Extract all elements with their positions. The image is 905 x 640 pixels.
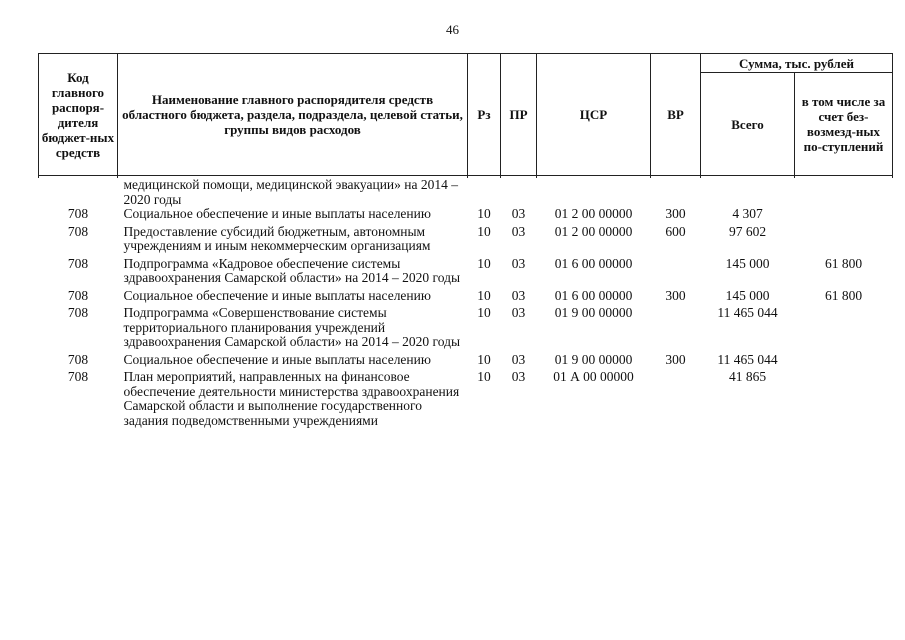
row-free (795, 303, 893, 350)
table-row (39, 254, 893, 286)
row-total: 41 865 (728, 369, 767, 384)
row-name: Социальное обеспечение и иные выплаты населению (123, 351, 431, 367)
row-pr: 03 (511, 351, 526, 367)
row-vr: 300 (665, 351, 686, 367)
row-pr: 03 (511, 255, 526, 271)
row-code: 708 (67, 206, 89, 221)
row-code: 708 (67, 305, 89, 320)
header-sum-group: Сумма, тыс. рублей (701, 54, 893, 73)
row-rz: 10 (477, 223, 491, 239)
row-rz: 10 (477, 255, 491, 271)
row-vr: 300 (665, 287, 686, 303)
row-pr: 03 (511, 305, 526, 320)
row-csr: 01 9 00 00000 (554, 351, 633, 367)
row-pr: 03 (511, 287, 526, 303)
row-vr: 300 (665, 206, 686, 221)
row-csr: 01 6 00 00000 (554, 255, 633, 271)
row-code: 708 (67, 287, 89, 303)
table-row (39, 286, 893, 304)
row-name: Социальное обеспечение и иные выплаты населению (123, 287, 431, 303)
row-csr: 01 9 00 00000 (554, 305, 633, 320)
budget-table (38, 53, 893, 428)
header-code: Код главного распоря-дителя бюджет-ных средств (39, 54, 118, 176)
row-csr: 01 2 00 00000 (554, 223, 633, 239)
table-row (39, 222, 893, 254)
header-name: Наименование главного распорядителя средств областного бюджета, раздела, подраздела, целевой статьи, группы видов расходов (118, 54, 468, 176)
row-pr: 03 (511, 206, 526, 221)
row-free (795, 178, 893, 207)
header-free-receipts: в том числе за счет без-возмезд-ных по-ступлений (795, 73, 893, 176)
row-rz: 10 (477, 305, 491, 320)
header-rz: Рз (468, 54, 501, 176)
row-code: 708 (67, 351, 89, 367)
row-free: 61 800 (824, 287, 863, 303)
table-row (39, 303, 893, 350)
row-total: 11 465 044 (717, 351, 778, 367)
row-total: 4 307 (732, 206, 763, 221)
row-total (701, 178, 795, 207)
row-name: Социальное обеспечение и иные выплаты населению (123, 206, 431, 221)
row-name: медицинской помощи, медицинской эвакуации» на 2014 – 2020 годы (123, 177, 458, 207)
row-total: 97 602 (728, 223, 767, 239)
row-csr: 01 2 00 00000 (554, 206, 633, 221)
row-vr: 600 (665, 223, 686, 239)
header-total: Всего (701, 73, 795, 176)
row-free (795, 222, 893, 254)
row-pr: 03 (511, 369, 526, 384)
table-row (39, 207, 893, 222)
row-csr: 01 6 00 00000 (554, 287, 633, 303)
row-name: Подпрограмма «Кадровое обеспечение системы здравоохранения Самарской области» на 2014 – 2020 годы (123, 255, 461, 285)
row-csr: 01 А 00 00000 (553, 369, 634, 384)
row-vr (651, 254, 701, 286)
row-code (39, 178, 118, 207)
row-pr: 03 (511, 223, 526, 239)
row-csr (537, 178, 651, 207)
table-row (39, 178, 893, 207)
row-code: 708 (67, 223, 89, 239)
row-rz: 10 (477, 369, 491, 384)
row-name: Подпрограмма «Совершенствование системы территориального планирования учреждений здравоохранения Самарской области» на 2014 – 2020 годы (123, 305, 461, 349)
table-row (39, 350, 893, 368)
row-total: 11 465 044 (717, 305, 778, 320)
row-name: План мероприятий, направленных на финансовое обеспечение деятельности министерства здравоохранения Самарской области и выполнение государственного задания подведомственными учреждениями (123, 369, 460, 428)
header-csr: ЦСР (537, 54, 651, 176)
row-free (795, 350, 893, 368)
row-rz: 10 (477, 206, 491, 221)
row-total: 145 000 (725, 287, 770, 303)
table-header (39, 54, 893, 176)
table-row (39, 367, 893, 428)
row-vr (651, 178, 701, 207)
row-free: 61 800 (824, 255, 863, 271)
row-rz: 10 (477, 287, 491, 303)
row-rz: 10 (477, 351, 491, 367)
header-vr: ВР (651, 54, 701, 176)
row-free (795, 367, 893, 428)
page-number: 46 (446, 22, 459, 37)
row-free (795, 207, 893, 222)
row-pr (501, 178, 537, 207)
row-rz (468, 178, 501, 207)
header-pr: ПР (501, 54, 537, 176)
row-code: 708 (67, 369, 89, 384)
row-vr (651, 367, 701, 428)
row-vr (651, 303, 701, 350)
row-code: 708 (67, 255, 89, 271)
row-total: 145 000 (725, 255, 770, 271)
row-name: Предоставление субсидий бюджетным, автономным учреждениям и иным некоммерческим организациям (123, 223, 431, 253)
